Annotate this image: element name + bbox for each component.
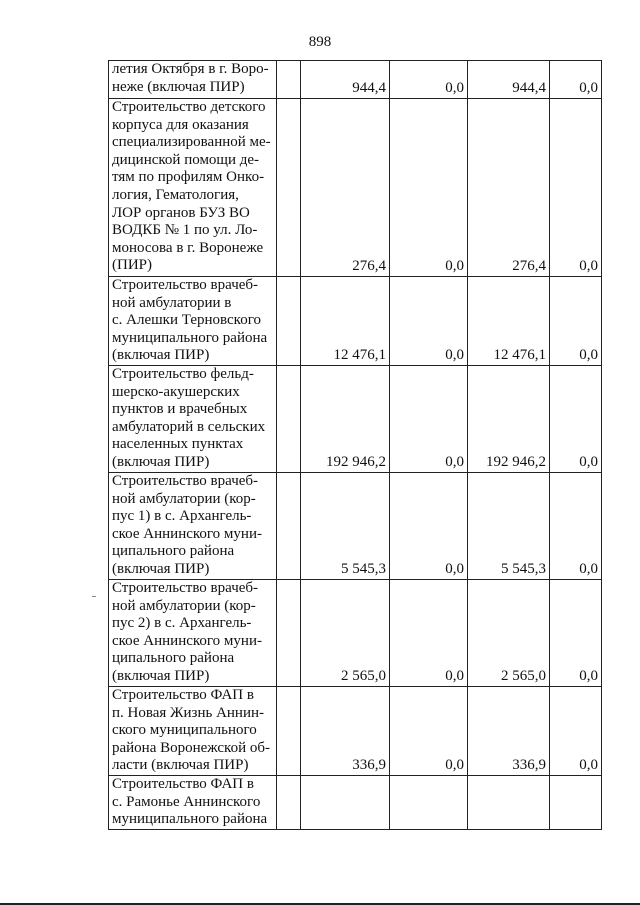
description-line: (включая ПИР) [112,560,210,577]
description-line: Строительство врачеб- [112,580,259,596]
value-cell-v4: 0,0 [550,580,602,687]
value-cell-v2: 0,0 [390,473,468,580]
value-cell-v1: 2 565,0 [301,580,390,687]
value-cell-v4: 0,0 [550,366,602,473]
value-cell-v3: 5 545,3 [468,473,550,580]
row-description [109,776,277,830]
value-cell-v3: 944,4 [468,61,550,99]
description-line: Строительство фельд- [112,366,254,382]
description-line: Строительство ФАП в [112,687,254,703]
value-cell-v1: 12 476,1 [301,277,390,366]
description-line: п. Новая Жизнь Аннин- [112,704,264,721]
description-line: (включая ПИР) [112,347,210,364]
empty-cell [277,99,301,277]
description-line: амбулаторий в сельских [112,418,266,435]
empty-cell [277,580,301,687]
description-line: ной амбулатории (кор- [112,490,256,507]
value-cell-v2: 0,0 [390,61,468,99]
description-line: ципального района [112,650,235,667]
value-cell-v1: 5 545,3 [301,473,390,580]
description-line: муниципального района [112,329,268,346]
description-line: муниципального района [112,811,268,828]
value-cell-v3 [468,776,550,830]
value-cell-v2: 0,0 [390,687,468,776]
description-line: моносова в г. Воронеже [112,239,264,256]
empty-cell [277,61,301,99]
description-line: ной амбулатории (кор- [112,597,256,614]
value-cell-v3: 192 946,2 [468,366,550,473]
table-row [109,687,602,776]
description-line: ципального района [112,543,235,560]
table-row [109,99,602,277]
table-row [109,580,602,687]
row-description [109,473,277,580]
empty-cell [277,776,301,830]
row-description [109,277,277,366]
description-line: ское Аннинского муни- [112,632,262,649]
description-line: ной амбулатории в [112,294,232,311]
description-line: Строительство ФАП в [112,776,254,792]
value-cell-v4: 0,0 [550,99,602,277]
value-cell-v1 [301,776,390,830]
description-line: корпуса для оказания [112,116,249,133]
description-line: ВОДКБ № 1 по ул. Ло- [112,222,258,239]
table-row [109,277,602,366]
description-line: пус 2) в с. Архангель- [112,615,252,632]
value-cell-v4 [550,776,602,830]
description-line: логия, Гематология, [112,186,239,203]
table-row [109,366,602,473]
value-cell-v4: 0,0 [550,61,602,99]
page-number: 898 [308,34,332,50]
value-cell-v3: 276,4 [468,99,550,277]
description-line: с. Рамонье Аннинского [112,793,261,810]
value-cell-v2: 0,0 [390,366,468,473]
row-description [109,366,277,473]
margin-mark [92,596,96,597]
value-cell-v3: 12 476,1 [468,277,550,366]
description-line: дицинской помощи де- [112,151,260,168]
description-line: (включая ПИР) [112,667,210,684]
value-cell-v1: 276,4 [301,99,390,277]
description-line: специализированной ме- [112,134,271,151]
value-cell-v2 [390,776,468,830]
value-cell-v3: 336,9 [468,687,550,776]
description-line: Строительство врачеб- [112,473,259,489]
value-cell-v1: 944,4 [301,61,390,99]
row-description [109,99,277,277]
description-line: (ПИР) [112,257,152,274]
value-cell-v3: 2 565,0 [468,580,550,687]
description-line: пус 1) в с. Архангель- [112,508,252,525]
table-row [109,776,602,830]
description-line: Строительство врачеб- [112,277,259,293]
description-line: ласти (включая ПИР) [112,757,249,774]
empty-cell [277,473,301,580]
budget-table [108,60,602,830]
value-cell-v2: 0,0 [390,99,468,277]
description-line: района Воронежской об- [112,739,270,756]
description-line: (включая ПИР) [112,453,210,470]
value-cell-v1: 336,9 [301,687,390,776]
description-line: с. Алешки Терновского [112,312,261,329]
value-cell-v4: 0,0 [550,687,602,776]
description-line: ского муниципального [112,722,257,739]
value-cell-v2: 0,0 [390,277,468,366]
description-line: неже (включая ПИР) [112,78,245,95]
description-line: ское Аннинского муни- [112,525,262,542]
empty-cell [277,277,301,366]
value-cell-v4: 0,0 [550,473,602,580]
description-line: ЛОР органов БУЗ ВО [112,204,250,221]
description-line: шерско-акушерских [112,383,240,400]
row-description [109,580,277,687]
table-row [109,61,602,99]
empty-cell [277,687,301,776]
table-row [109,473,602,580]
value-cell-v4: 0,0 [550,277,602,366]
value-cell-v1: 192 946,2 [301,366,390,473]
description-line: летия Октября в г. Воро- [112,61,269,77]
value-cell-v2: 0,0 [390,580,468,687]
row-description [109,61,277,99]
description-line: тям по профилям Онко- [112,169,265,186]
description-line: населенных пунктах [112,436,244,453]
description-line: Строительство детского [112,99,266,115]
row-description [109,687,277,776]
empty-cell [277,366,301,473]
description-line: пунктов и врачебных [112,401,248,418]
